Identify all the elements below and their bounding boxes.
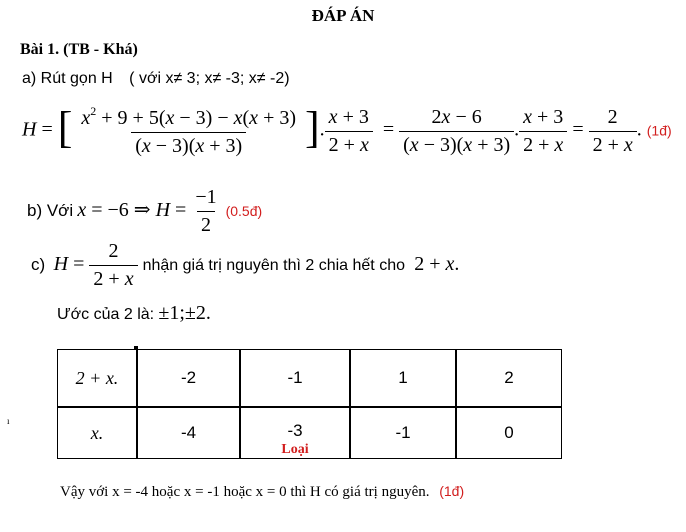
conclusion bbox=[60, 483, 464, 501]
stray-mark: ı bbox=[7, 416, 10, 426]
page-title: ĐÁP ÁN bbox=[311, 6, 375, 25]
reject-label: Loại bbox=[281, 441, 309, 457]
part-c: c) H = $\frac{2}{2 + x}$ nhận giá trị nguyên thì 2 chia hết cho 2 + x. bbox=[31, 240, 460, 290]
conclusion-text: Vậy với x = -4 hoặc x = -1 hoặc x = 0 thì H có giá trị nguyên. bbox=[60, 484, 430, 500]
table-cell: 2 + x. bbox=[57, 349, 137, 407]
table-cell: 2 bbox=[456, 349, 562, 407]
table-cell: -1 bbox=[240, 349, 350, 407]
table-cell: x. bbox=[57, 407, 137, 459]
divisors-line bbox=[57, 302, 211, 325]
part-a-label: a) Rút gọn H bbox=[22, 70, 113, 87]
table-cell: 1 bbox=[350, 349, 456, 407]
part-b-label: b) Với bbox=[27, 201, 74, 221]
table-row bbox=[57, 407, 562, 459]
part-a-heading bbox=[22, 70, 290, 88]
part-c-text: nhận giá trị nguyên thì 2 chia hết cho bbox=[142, 257, 405, 275]
part-a-score: (1đ) bbox=[646, 122, 672, 139]
table-row bbox=[57, 349, 562, 407]
part-b: b) Với x = −6 ⇒ H = $\frac{-1}{2}$ (0.5đ) bbox=[27, 186, 263, 236]
part-c-label: c) bbox=[31, 255, 46, 275]
table-cell: -3 Loại bbox=[240, 407, 350, 459]
table-cell: -4 bbox=[137, 407, 240, 459]
divisors-label: Ước của 2 là: bbox=[57, 306, 155, 323]
table-cell: 0 bbox=[456, 407, 562, 459]
divisors-value: ±1;±2. bbox=[158, 302, 211, 324]
formula-a-main-fraction: $\frac{x^2 + 9 + 5(x - 3) - x(x + 3)}{(x - 3)(x + 3)}$ bbox=[81, 104, 297, 157]
part-a-condition: ( với x≠ 3; x≠ -3; x≠ -2) bbox=[129, 70, 290, 87]
formula-a: H = [ $\frac{x^2 + 9 + 5(x - 3) - x(x + 3)}{(x - 3)(x + 3)}$ ]. $\frac{x + 3}{2 + x}$ = $\frac{2x - 6}{(x - 3)(x + 3)}$ . $\frac{x + 3}{2 + x}$ = $\frac{2}{2 + x}$ . (1đ) bbox=[22, 102, 672, 157]
table-cell: -2 bbox=[137, 349, 240, 407]
part-b-score: (0.5đ) bbox=[225, 203, 263, 220]
divisor-table bbox=[57, 349, 562, 459]
table-cell: -1 bbox=[350, 407, 456, 459]
exercise-heading: Bài 1. (TB - Khá) bbox=[20, 41, 138, 58]
conclusion-score: (1đ) bbox=[439, 483, 465, 499]
